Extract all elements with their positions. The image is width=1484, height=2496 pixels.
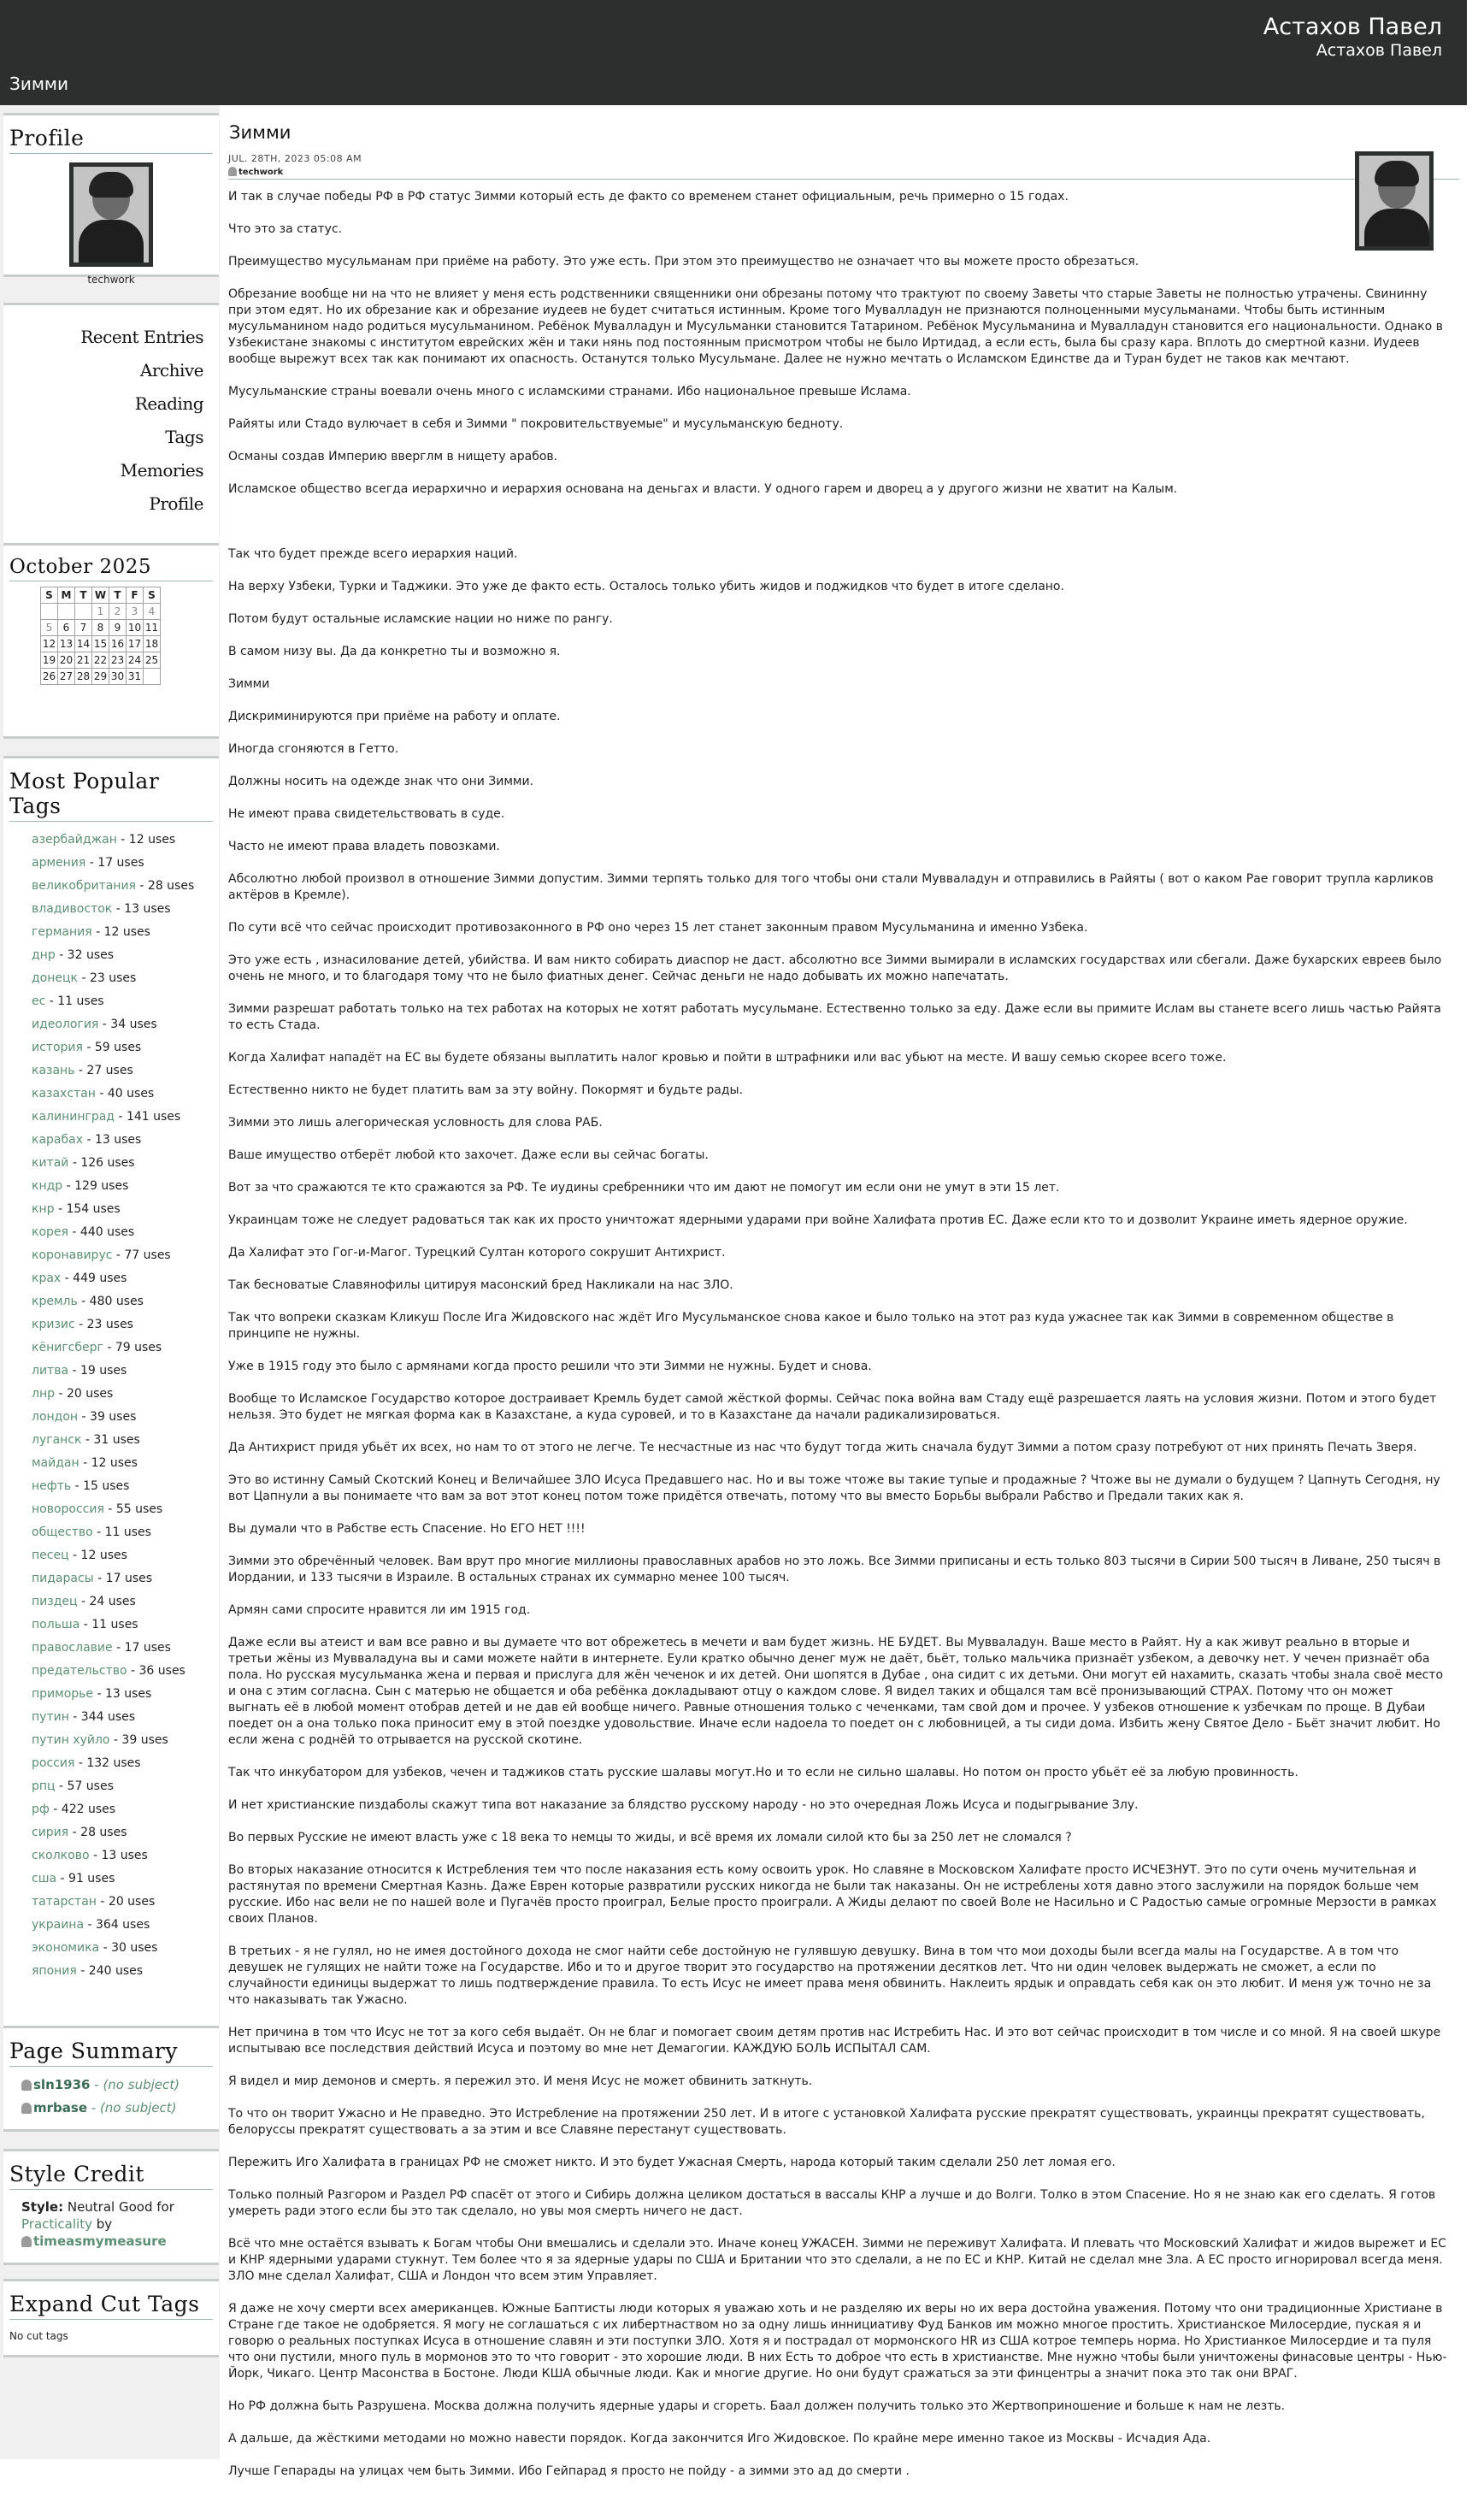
tag-item — [32, 1267, 213, 1290]
tag-item — [32, 1567, 213, 1590]
calendar-day: 7 — [75, 620, 92, 636]
tag-count: - 59 uses — [82, 1041, 142, 1054]
calendar-day: 23 — [109, 652, 127, 669]
entry-paragraph: На верху Узбеки, Турки и Таджики. Это уже де факто есть. Осталось только убить жидов и поджидков что будет в итоге сделано. — [228, 580, 1064, 593]
calendar-title[interactable]: October 2025 — [9, 556, 213, 581]
main-content — [228, 110, 1459, 2496]
entry-body — [228, 189, 1448, 2480]
tag-link[interactable]: украина — [32, 1918, 85, 1932]
tag-count: - 12 uses — [116, 833, 176, 847]
tag-link[interactable]: карабах — [32, 1133, 83, 1147]
calendar-day: 4 — [144, 604, 161, 620]
entry-paragraph: Вот за что сражаются те кто сражаются за РФ. Те иудины сребренники что им дают не помогут им если они не умут в эти 15 лет. — [228, 1181, 1060, 1195]
calendar-day: 19 — [41, 652, 58, 669]
calendar-day: 22 — [92, 652, 109, 669]
tag-link[interactable]: китай — [32, 1156, 69, 1170]
entry-paragraph: По сути всё что сейчас происходит противозаконного в РФ оно через 15 лет станет законным правом Мусульманина и именно Узбека. — [228, 921, 1088, 935]
tag-link[interactable]: песец — [32, 1549, 69, 1562]
tag-link[interactable]: калининград — [32, 1110, 115, 1124]
tag-count: - 30 uses — [99, 1941, 158, 1955]
entry-paragraph: Османы создав Империю вверглм в нищету арабов. — [228, 450, 558, 463]
entry-date: JUL. 28TH, 2023 05:08 AM — [228, 153, 362, 164]
tag-count: - 12 uses — [68, 1549, 127, 1562]
tag-item — [32, 1452, 213, 1475]
page-summary-box — [3, 2026, 219, 2132]
tag-count: - 20 uses — [96, 1895, 156, 1909]
nav-tags[interactable]: Tags — [165, 427, 203, 447]
calendar-day: 2 — [109, 604, 127, 620]
tag-count: - 129 uses — [62, 1179, 129, 1193]
entry-paragraph: Вообще то Исламское Государство которое достраивает Кремль будет самой жёсткой формы. Сейчас пока война вам Стаду ещё разрешается лаять на условия жизни. Потом и этого будет нельзя. Это будет не мягкая форма как в Казахстане, а куда суровей, и то в Казахстане да начали радикализироваться. — [228, 1392, 1437, 1422]
tag-item — [32, 1498, 213, 1521]
tag-link[interactable]: лнр — [32, 1387, 55, 1401]
entry-paragraph: Когда Халифат нападёт на ЕС вы будете обязаны выплатить налог кровью и пойти в штрафники или вас убьют на месте. И вашу семью скорее всего тоже. — [228, 1051, 1227, 1065]
tag-count: - 13 uses — [112, 902, 171, 916]
entry-paragraph: Даже если вы атеист и вам все равно и вы думаете что вот обрежетесь в мечети и вам будет жизнь. НЕ БУДЕТ. Вы Мувваладун. Ваше место в Райят. Ну а как живут реально в вторые и третьи жёны из Мувваладуна вы и сами можете найти в интернете. Еули кратко обычно денег муж не даёт, бьёт, только мальчика признаёт узбеком, а девочку нет. У чечен признаёт оба пола. Но русская мусульманка жена и первая и прислуга для жён чеченок и их детей. Они шопятся в Дубае , она сидит с их детьми. Они могут ей нахамить, сказать чтобы знала своё место и она с этим согласна. Сын с матерью не общается и оба ребёнка докладывают отцу о каждом слове. Я видел таких и общался там всё пронизывающий СТРАХ. Потому что он может выгнать её в любой момент отобрав детей и не дав ей вообще ничего. Равные отношения только с чеченками, там свой дом и прочее. У узбеков отношение к узбечкам по проще. В Дубаи поедет он а она только пока приносит ему в этой поездке удовольствие. Иначе если надоела то поедет он с любовницей, а ты сиди дома. Избить жену Святое Дело - Бьёт значит любит. Но если жена с роднёй то отрывается на русской скотине. — [228, 1636, 1444, 1747]
tag-link[interactable]: новороссия — [32, 1502, 104, 1516]
tag-count: - 13 uses — [93, 1687, 152, 1701]
calendar-day: 20 — [58, 652, 75, 669]
tag-link[interactable]: кремль — [32, 1295, 78, 1308]
calendar-day: 8 — [92, 620, 109, 636]
weekday-header: T — [109, 587, 127, 604]
calendar-day — [75, 604, 92, 620]
tag-count: - 126 uses — [68, 1156, 135, 1170]
calendar-day: 11 — [144, 620, 161, 636]
tag-link[interactable]: майдан — [32, 1456, 80, 1470]
entry-paragraph: А дальше, да жёсткими методами но можно навести порядок. Когда закончится Иго Жидовское. По крайне мере именно такое из Москвы - Исчадия Ада. — [228, 2432, 1211, 2446]
weekday-header: W — [92, 587, 109, 604]
journal-header — [0, 0, 1467, 105]
tag-link[interactable]: пидарасы — [32, 1572, 94, 1585]
tag-count: - 132 uses — [74, 1756, 141, 1770]
entry-paragraph: И так в случае победы РФ в РФ статус Зимми который есть де факто со временем станет официальным, речь примерно о 15 годах. — [228, 190, 1069, 204]
tag-item — [32, 829, 213, 852]
tag-link[interactable]: путин хуйло — [32, 1733, 110, 1747]
tag-item — [32, 1036, 213, 1059]
entry-paragraph: Так что инкубатором для узбеков, чечен и таджиков стать русские шалавы могут.Но и то если не сильно шалавы. Но потом он просто убьёт её за любую провинность. — [228, 1766, 1298, 1779]
tag-count: - 24 uses — [77, 1595, 136, 1608]
tag-item — [32, 1960, 213, 1983]
entry-paragraph: Да Халифат это Гог-и-Магог. Турецкий Султан которого сокрушит Антихрист. — [228, 1246, 726, 1260]
entry-author-avatar[interactable] — [1355, 151, 1434, 251]
tag-link[interactable]: кнр — [32, 1202, 55, 1216]
calendar-day: 26 — [41, 669, 58, 685]
tag-item — [32, 1129, 213, 1152]
nav-profile[interactable]: Profile — [149, 493, 203, 514]
style-layout-link[interactable]: Practicality — [21, 2216, 92, 2232]
expand-cut-title: Expand Cut Tags — [9, 2292, 213, 2320]
tag-item — [32, 1313, 213, 1337]
tag-link[interactable]: япония — [32, 1964, 77, 1978]
calendar-day: 3 — [127, 604, 144, 620]
entry-paragraph: Так бесноватые Славянофилы цитируя масонский бред Накликали на нас ЗЛО. — [228, 1278, 733, 1292]
tag-count: - 79 uses — [103, 1341, 162, 1354]
tag-link[interactable]: германия — [32, 925, 92, 939]
calendar-day: 24 — [127, 652, 144, 669]
tag-item — [32, 944, 213, 967]
tag-count: - 422 uses — [49, 1803, 116, 1816]
tag-item — [32, 1752, 213, 1775]
tag-count: - 55 uses — [103, 1502, 163, 1516]
calendar-day: 25 — [144, 652, 161, 669]
calendar-day: 5 — [41, 620, 58, 636]
tag-link[interactable]: владивосток — [32, 902, 113, 916]
tag-item — [32, 1175, 213, 1198]
tag-item — [32, 1706, 213, 1729]
tag-item — [32, 1198, 213, 1221]
journal-title[interactable]: Астахов Павел — [1263, 14, 1442, 40]
tag-list — [32, 829, 213, 1983]
entry-paragraph: Я видел и мир демонов и смерть. я пережил это. И меня Исус не может обвинить заткнуть. — [228, 2074, 813, 2088]
tag-item — [32, 1244, 213, 1267]
weekday-header: T — [75, 587, 92, 604]
tag-item — [32, 1821, 213, 1844]
entry-paragraph: Лучше Гепарады на улицах чем быть Зимми. Ибо Гейпарад я просто не пойду - а зимми это ад до смерти . — [228, 2464, 910, 2478]
calendar-day — [41, 604, 58, 620]
tag-count: - 28 uses — [135, 879, 195, 893]
tag-count: - 36 uses — [127, 1664, 186, 1678]
entry-paragraph: Зимми это лишь алегорическая условность для слова РАБ. — [228, 1116, 603, 1130]
tag-count: - 440 uses — [68, 1225, 135, 1239]
tag-count: - 91 uses — [56, 1872, 115, 1885]
tag-count: - 12 uses — [91, 925, 150, 939]
tag-item — [32, 1660, 213, 1683]
tag-link[interactable]: общество — [32, 1525, 93, 1539]
calendar-day: 29 — [92, 669, 109, 685]
tag-count: - 240 uses — [76, 1964, 144, 1978]
tag-item — [32, 1544, 213, 1567]
tag-count: - 19 uses — [68, 1364, 127, 1378]
tag-count: - 480 uses — [77, 1295, 144, 1308]
tag-count: - 28 uses — [68, 1826, 127, 1839]
tag-link[interactable]: путин — [32, 1710, 69, 1724]
entry-paragraph: То что он творит Ужасно и Не праведно. Это Истребление на протяжении 250 лет. И в итоге с установкой Халифата русские прекратят существовать, украинцы прекратят существовать, белоруссы прекратят существовать а за этим и все Славяне перестанут существовать. — [228, 2107, 1425, 2137]
tag-link[interactable]: пиздец — [32, 1595, 78, 1608]
tag-count: - 77 uses — [112, 1248, 171, 1262]
calendar-day: 16 — [109, 636, 127, 652]
tag-link[interactable]: сша — [32, 1872, 57, 1885]
tag-count: - 39 uses — [109, 1733, 168, 1747]
tag-item — [32, 1914, 213, 1937]
journal-subtitle: Астахов Павел — [1316, 41, 1442, 60]
tag-item — [32, 1221, 213, 1244]
calendar-day: 1 — [92, 604, 109, 620]
user-icon — [228, 167, 237, 176]
tag-link[interactable]: армения — [32, 856, 86, 870]
tag-item — [32, 1868, 213, 1891]
entry-paragraph: Украинцам тоже не следует радоваться так как их просто уничтожат ядерными ударами при войне Халифата против ЕС. Даже если кто то и дозволит Украине иметь ядерное оружие. — [228, 1213, 1408, 1227]
summary-item[interactable]: mrbase - (no subject) — [21, 2097, 213, 2120]
tag-count: - 17 uses — [93, 1572, 153, 1585]
tag-link[interactable]: россия — [32, 1756, 75, 1770]
expand-cut-text: No cut tags — [9, 2330, 68, 2342]
tag-count: - 11 uses — [45, 994, 104, 1008]
tag-link[interactable]: ес — [32, 994, 46, 1008]
entry-paragraph: В самом низу вы. Да да конкретно ты и возможно я. — [228, 645, 561, 658]
tag-item — [32, 1406, 213, 1429]
calendar-day: 18 — [144, 636, 161, 652]
entry-paragraph: Зимми разрешат работать только на тех работах на которых не хотят работать мусульмане. Естественно только за еду. Даже если вы примите Ислам вы станете всего лишь частью Райята то есть Стада. — [228, 1002, 1441, 1032]
user-avatar[interactable] — [69, 162, 153, 267]
tag-link[interactable]: днр — [32, 948, 56, 962]
calendar-day: 13 — [58, 636, 75, 652]
entry-paragraph: Это во истинну Самый Скотский Конец и Величайшее ЗЛО Исуса Предавшего нас. Но и вы тоже чтоже вы такие тупые и продажные ? Чтоже вы не думали о будущем ? Цапнуть Сегодня, ну вот Цапнули а вы понимаете что вам за вот этот конец потом тоже придётся отвечать, потому что вы вместо Борьбы выбрали Рабство и Предали таких как я. — [228, 1473, 1440, 1503]
entry-paragraph: И нет христианские пиздаболы скажут типа вот наказание за блядство русскому народу - но это очередная Ложь Исуса и подыгрывание Злу. — [228, 1798, 1139, 1812]
entry-paragraph: Преимущество мусульманам при приёме на работу. Это уже есть. При этом это преимущество не означает что вы можете просто обрезаться. — [228, 255, 1140, 268]
weekday-header: F — [127, 587, 144, 604]
tag-item — [32, 1614, 213, 1637]
style-author-link[interactable]: timeasmymeasure — [33, 2233, 167, 2249]
calendar-day: 14 — [75, 636, 92, 652]
user-icon — [21, 2080, 32, 2091]
profile-box-title: Profile — [9, 126, 213, 154]
entry-paragraph: Что это за статус. — [228, 222, 343, 236]
tag-item — [32, 1798, 213, 1821]
tag-link[interactable]: предательство — [32, 1664, 127, 1678]
weekday-header: M — [58, 587, 75, 604]
calendar-day: 15 — [92, 636, 109, 652]
entry-paragraph: Дискриминируются при приёме на работу и оплате. — [228, 710, 561, 723]
tag-count: - 154 uses — [54, 1202, 121, 1216]
tag-link[interactable]: татарстан — [32, 1895, 97, 1909]
tag-item — [32, 875, 213, 898]
tag-item — [32, 852, 213, 875]
entry-paragraph: Во первых Русские не имеют власть уже с 18 века то немцы то жиды, и всё время их ломали силой кто бы за 250 лет не сломался ? — [228, 1831, 1072, 1844]
summary-item[interactable]: sln1936 - (no subject) — [21, 2074, 213, 2097]
tag-count: - 17 uses — [85, 856, 144, 870]
entry-paragraph: Армян сами спросите нравится ли им 1915 год. — [228, 1603, 531, 1617]
weekday-header: S — [41, 587, 58, 604]
tag-item — [32, 1083, 213, 1106]
entry-paragraph: Это уже есть , изнасилование детей, убийства. И вам никто собирать диаспор не даст. абсолютно все Зимми вымирали в исламских государствах или сбегали. Даже бухарских евреев было очень не много, и то благодаря тому что не было фиатных денег. Сейчас деньги не надо добывать их можно напечатать. — [228, 953, 1442, 983]
tag-link[interactable]: донецк — [32, 971, 78, 985]
tag-link[interactable]: азербайджан — [32, 833, 117, 847]
tag-link[interactable]: экономика — [32, 1941, 100, 1955]
tag-link[interactable]: польша — [32, 1618, 80, 1632]
tag-item — [32, 967, 213, 990]
tag-link[interactable]: казахстан — [32, 1087, 96, 1100]
entry-paragraph: Обрезание вообще ни на что не влияет у меня есть родственники священники они обрезаны потому что трактуют по своему Заветы что старые Заветы не полностью утрачены. Свининну при этом едят. Но их обрезание как и обрезание иудеев не будет считаться истинным. Кроме того Мувалладун не признаются полноценными мусульманами. Чтобы быть истинным мусульманином надо родиться мусульманином. Ребёнок Мувалладун и Мусульманки становится Татарином. Ребёнок Мусульманина и Мувалладун становится его национальности. Однако в Узбекистане знакомы с институтом еврейских жён и таки нянь под постоянным присмотром чтобы не было Иртидад, а если есть, была бы сразу кара. Вплоть до смертной казни. Иудеев вообще вырежут всех так как понимают их опасность. Останутся только Мусульмане. Далее не нужно мечтать о Исламском Единстве да и Туран будет не таков как мечтают. — [228, 287, 1443, 366]
calendar-day: 27 — [58, 669, 75, 685]
tag-count: - 23 uses — [74, 1318, 133, 1331]
entry-paragraph — [228, 514, 1448, 530]
profile-username[interactable]: techwork — [87, 274, 135, 286]
tag-item — [32, 898, 213, 921]
calendar-day: 10 — [127, 620, 144, 636]
tag-count: - 57 uses — [55, 1779, 114, 1793]
tag-item — [32, 1891, 213, 1914]
tag-link[interactable]: приморье — [32, 1687, 94, 1701]
tag-link[interactable]: нефть — [32, 1479, 72, 1493]
entry-paragraph: Зимми это обречённый человек. Вам врут про многие миллионы православных арабов но это ложь. Все Зимми приписаны и есть только 803 тысячи в Сирии 500 тысяч в Ливане, 250 тысяч в Иордании, и 133 тысячи в Израиле. В остальных странах их суммарно менее 100 тысяч. — [228, 1555, 1441, 1584]
tag-link[interactable]: литва — [32, 1364, 69, 1378]
entry-paragraph: Да Антихрист придя убьёт их всех, но нам то от этого не легче. Те несчастные из нас что будут тогда жить сначала будут Зимми а потом сразу потребуют от них принять Печать Зверя. — [228, 1441, 1417, 1455]
tag-item — [32, 1383, 213, 1406]
entry-paragraph: Во вторых наказание относится к Истребления тем что после наказания есть кому освоить урок. Но славяне в Московском Халифате просто ИСЧЕЗНУТ. Это по сути очень мучительная и растянутая по времени Смертная Казнь. Даже Еврен которые развратили русских никогда не были так наказаны. Он не истреблены хотя давно этого заслужили на порядок больше чем русские. Ибо нас вели не по нашей воле и Пугачёв просто проиграл, Белые просто проиграли. А Жиды делают по своей Воле не Насильно и С Радостью самые огромные Мерзости в рамках своих Планов. — [228, 1863, 1437, 1926]
tag-item — [32, 1152, 213, 1175]
entry-paragraph: В третьих - я не гулял, но не имея достойного дохода не смог найти себе достойную не гулявшую девушку. Вина в том что мои доходы были всегда малы на Государстве. А в том что девушек не гулящих не найти тоже на Государстве. Ибо и то и другое творит это государство на протяжении десятков лет. Что ни один человек выдержать не сможет, а если по случайности единицы выдержат то лишь подтверждение правила. То есть Исус не имеет права меня обвинить. Наклеить ярдык и оправдать себя как он это любит. И меня уж точно не за что наказывать так Ужасно. — [228, 1944, 1432, 2007]
tag-item — [32, 1337, 213, 1360]
tag-count: - 17 uses — [112, 1641, 171, 1655]
tag-item — [32, 990, 213, 1013]
expand-cut-box — [3, 2279, 219, 2357]
tag-link[interactable]: сирия — [32, 1826, 69, 1839]
entry-paragraph: Так что вопреки сказкам Кликуш После Ига Жидовского нас ждёт Иго Мусульманское снова какое и было только на этот раз куда ужаснее так как Зимми в современном обществе в принципе не нужны. — [228, 1311, 1394, 1341]
tag-link[interactable]: крах — [32, 1272, 62, 1285]
entry-paragraph: Только полный Разгором и Раздел РФ спасёт от этого и Сибирь должна целиком достаться в вассалы КНР а лучше и до Волги. Толко в этом Спасение. Но я не знаю как его сделать. Я готов умереть ради этого если бы это так сделало, но увы моя смерть ничего не даст. — [228, 2188, 1436, 2218]
tag-item — [32, 1683, 213, 1706]
profile-box — [3, 113, 219, 286]
tag-item — [32, 1521, 213, 1544]
tags-box-title: Most Popular Tags — [9, 769, 213, 822]
entry-paragraph: Зимми — [228, 677, 270, 691]
entry-paragraph: Естественно никто не будет платить вам за эту войну. Покормят и будьте рады. — [228, 1083, 744, 1097]
tag-link[interactable]: великобритания — [32, 879, 136, 893]
tag-item — [32, 1775, 213, 1798]
calendar-day: 9 — [109, 620, 127, 636]
tag-count: - 20 uses — [55, 1387, 114, 1401]
user-icon — [21, 2236, 32, 2247]
nav-reading[interactable]: Reading — [134, 393, 203, 414]
calendar-day — [144, 669, 161, 685]
entry-paragraph: Иногда сгоняются в Гетто. — [228, 742, 399, 756]
calendar-day: 31 — [127, 669, 144, 685]
tag-link[interactable]: православие — [32, 1641, 113, 1655]
entry-paragraph: Исламское общество всегда иерархично и иерархия основана на деньгах и власти. У одного гарем и дворец а у другого жизни не хватит на Калым. — [228, 482, 1178, 496]
tag-link[interactable]: история — [32, 1041, 83, 1054]
tag-count: - 40 uses — [95, 1087, 155, 1100]
calendar-day: 21 — [75, 652, 92, 669]
tag-count: - 141 uses — [115, 1110, 181, 1124]
tag-item — [32, 1360, 213, 1383]
calendar-day: 30 — [109, 669, 127, 685]
tag-count: - 11 uses — [92, 1525, 151, 1539]
calendar-grid — [40, 587, 161, 685]
entry-divider — [228, 179, 1459, 180]
tag-count: - 31 uses — [81, 1433, 140, 1447]
tag-item — [32, 1937, 213, 1960]
tag-link[interactable]: лондон — [32, 1410, 79, 1424]
entry-paragraph: Всё что мне остаётся взывать к Богам чтобы Они вмешались и сделали это. Иначе конец УЖАСЕН. Зимми не переживут Халифата. И плевать что Московский Халифат и жидов вырежет и ЕС и КНР ядерными ударами стукнут. Тем более что я за ядерные удары по США и Британии что это сделали, а не по ЕС и КНР. Китай не сделал мне Зла. А ЕС просто игнорировал всегда меня. ЗЛО мне сделал Халифат, США и Лондон что всем этим Управляет. — [228, 2237, 1446, 2283]
tag-link[interactable]: идеология — [32, 1018, 99, 1031]
entry-paragraph: Вы думали что в Рабстве есть Спасение. Но ЕГО НЕТ !!!! — [228, 1522, 586, 1536]
page-summary-title: Page Summary — [9, 2039, 213, 2067]
entry-paragraph: Должны носить на одежде знак что они Зимми. — [228, 775, 534, 788]
style-credit-text: Style: Neutral Good for Practicality by timeasmymeasure — [21, 2199, 174, 2249]
calendar-day: 6 — [58, 620, 75, 636]
tag-count: - 364 uses — [84, 1918, 150, 1932]
entry-paragraph: Но РФ должна быть Разрушена. Москва должна получить ядерные удары и сгореть. Баал должен получить только это Жертвоприношение и больше к нам не лезть. — [228, 2399, 1286, 2413]
entry-paragraph: Не имеют права свидетельствовать в суде. — [228, 807, 505, 821]
tag-link[interactable]: рф — [32, 1803, 50, 1816]
tag-link[interactable]: коронавирус — [32, 1248, 113, 1262]
entry-paragraph: Райяты или Стадо вулючает в себя и Зимми " покровительствуемые" и мусульманскую бедноту. — [228, 417, 844, 431]
tag-item — [32, 1729, 213, 1752]
tag-item — [32, 1059, 213, 1083]
entry-paragraph: Так что будет прежде всего иерархия наций. — [228, 547, 518, 561]
tag-count: - 32 uses — [55, 948, 115, 962]
tag-count: - 13 uses — [89, 1849, 148, 1862]
calendar-box — [3, 543, 219, 739]
tag-item — [32, 1013, 213, 1036]
tag-item — [32, 1590, 213, 1614]
entry-paragraph: Я даже не хочу смерти всех американцев. Южные Баптисты люди которых я уважаю хоть и не разделяю их веры но их вера достойна уважения. Потому что они традиционные Христиане в Стране где такое не одобряется. Я могу не соглашаться с их либертнаством но за одну лишь иннициативу Фуд Банков им можно многое простить. Христианское Милосердие, пуская я и говорю о реальных поступках Исуса в отношение славян и эти поступки ЗЛО. Хотя я и пострадал от мормонского НR из США котрое темперь норма. Но Христианкое Милосердие и та пуля что они пустили, много пуль в мормонов это то что говорит - это хорошие люди. В них Есть то доброе что есть в христианстве. Мне нужно чтобы были уничтожены финасовые центры - Нью-Йорк, Чикаго. Центр Масонства в Бостоне. Люди КША обычные люди. Как и многие другие. Но они будут сражаться за эти финцентры а значит пока это так они ВРАГ. — [228, 2302, 1447, 2381]
tag-link[interactable]: кёнигсберг — [32, 1341, 103, 1354]
popular-tags-box — [3, 756, 219, 2070]
tag-item — [32, 1475, 213, 1498]
tag-link[interactable]: кндр — [32, 1179, 63, 1193]
page-title: Зимми — [9, 74, 68, 94]
entry-paragraph: Абсолютно любой произвол в отношение Зимми допустим. Зимми терпять только для того чтобы они стали Мувваладун и отправились в Райяты ( вот о каком Рае говорит трупла карликов актёров в Кремле). — [228, 872, 1434, 902]
sidebar — [0, 105, 220, 2459]
tag-count: - 13 uses — [83, 1133, 142, 1147]
entry-paragraph: Мусульманские страны воевали очень много с исламскими странами. Ибо национальное превыше Ислама. — [228, 385, 911, 398]
entry-poster[interactable]: techwork — [228, 167, 1459, 177]
tag-link[interactable]: рпц — [32, 1779, 56, 1793]
entry-paragraph: Уже в 1915 году это было с армянами когда просто решили что эти Зимми не нужны. Будет и снова. — [228, 1360, 872, 1373]
tag-count: - 344 uses — [68, 1710, 136, 1724]
tag-item — [32, 1844, 213, 1868]
calendar-day: 12 — [41, 636, 58, 652]
tag-item — [32, 1637, 213, 1660]
tag-count: - 39 uses — [78, 1410, 137, 1424]
entry-paragraph: Потом будут остальные исламские нации но ниже по рангу. — [228, 612, 613, 626]
tag-count: - 449 uses — [61, 1272, 127, 1285]
tag-item — [32, 1106, 213, 1129]
weekday-header: S — [144, 587, 161, 604]
tag-count: - 12 uses — [79, 1456, 138, 1470]
tag-item — [32, 1429, 213, 1452]
tag-count: - 27 uses — [74, 1064, 133, 1077]
nav-recent-entries[interactable]: Recent Entries — [80, 327, 203, 347]
user-icon — [21, 2103, 32, 2114]
tag-link[interactable]: кризис — [32, 1318, 75, 1331]
calendar-day: 28 — [75, 669, 92, 685]
tag-link[interactable]: луганск — [32, 1433, 82, 1447]
tag-count: - 34 uses — [98, 1018, 157, 1031]
entry-paragraph: Нет причина в том что Исус не тот за кого себя выдаёт. Он не благ и помогает своим детям против нас Истребить Нас. И это вот сейчас происходит в том числе и со мной. Я на своей шкуре испытываю все последствия действий Исуса и поэтому во мне нет Демагогии. КАЖДУЮ БОЛЬ ИСПЫТАЛ САМ. — [228, 2026, 1441, 2056]
tag-link[interactable]: корея — [32, 1225, 68, 1239]
calendar-day: 17 — [127, 636, 144, 652]
tag-item — [32, 1290, 213, 1313]
entry-paragraph: Ваше имущество отберёт любой кто захочет. Даже если вы сейчас богаты. — [228, 1148, 709, 1162]
entry-paragraph: Пережить Иго Халифата в границах РФ не сможет никто. И это будет Ужасная Смерть, народа который таким сделали 250 лет ломая его. — [228, 2156, 1116, 2169]
style-credit-title: Style Credit — [9, 2162, 213, 2190]
nav-archive[interactable]: Archive — [139, 360, 203, 381]
tag-item — [32, 921, 213, 944]
calendar-day — [58, 604, 75, 620]
entry-title[interactable]: Зимми — [229, 122, 292, 143]
tag-count: - 23 uses — [78, 971, 137, 985]
style-credit-box — [3, 2149, 219, 2265]
tag-count: - 11 uses — [80, 1618, 138, 1632]
nav-memories[interactable]: Memories — [120, 460, 203, 481]
entry-paragraph: Часто не имеют права владеть повозками. — [228, 840, 500, 853]
tag-link[interactable]: сколково — [32, 1849, 90, 1862]
tag-link[interactable]: казань — [32, 1064, 75, 1077]
tag-count: - 15 uses — [71, 1479, 130, 1493]
